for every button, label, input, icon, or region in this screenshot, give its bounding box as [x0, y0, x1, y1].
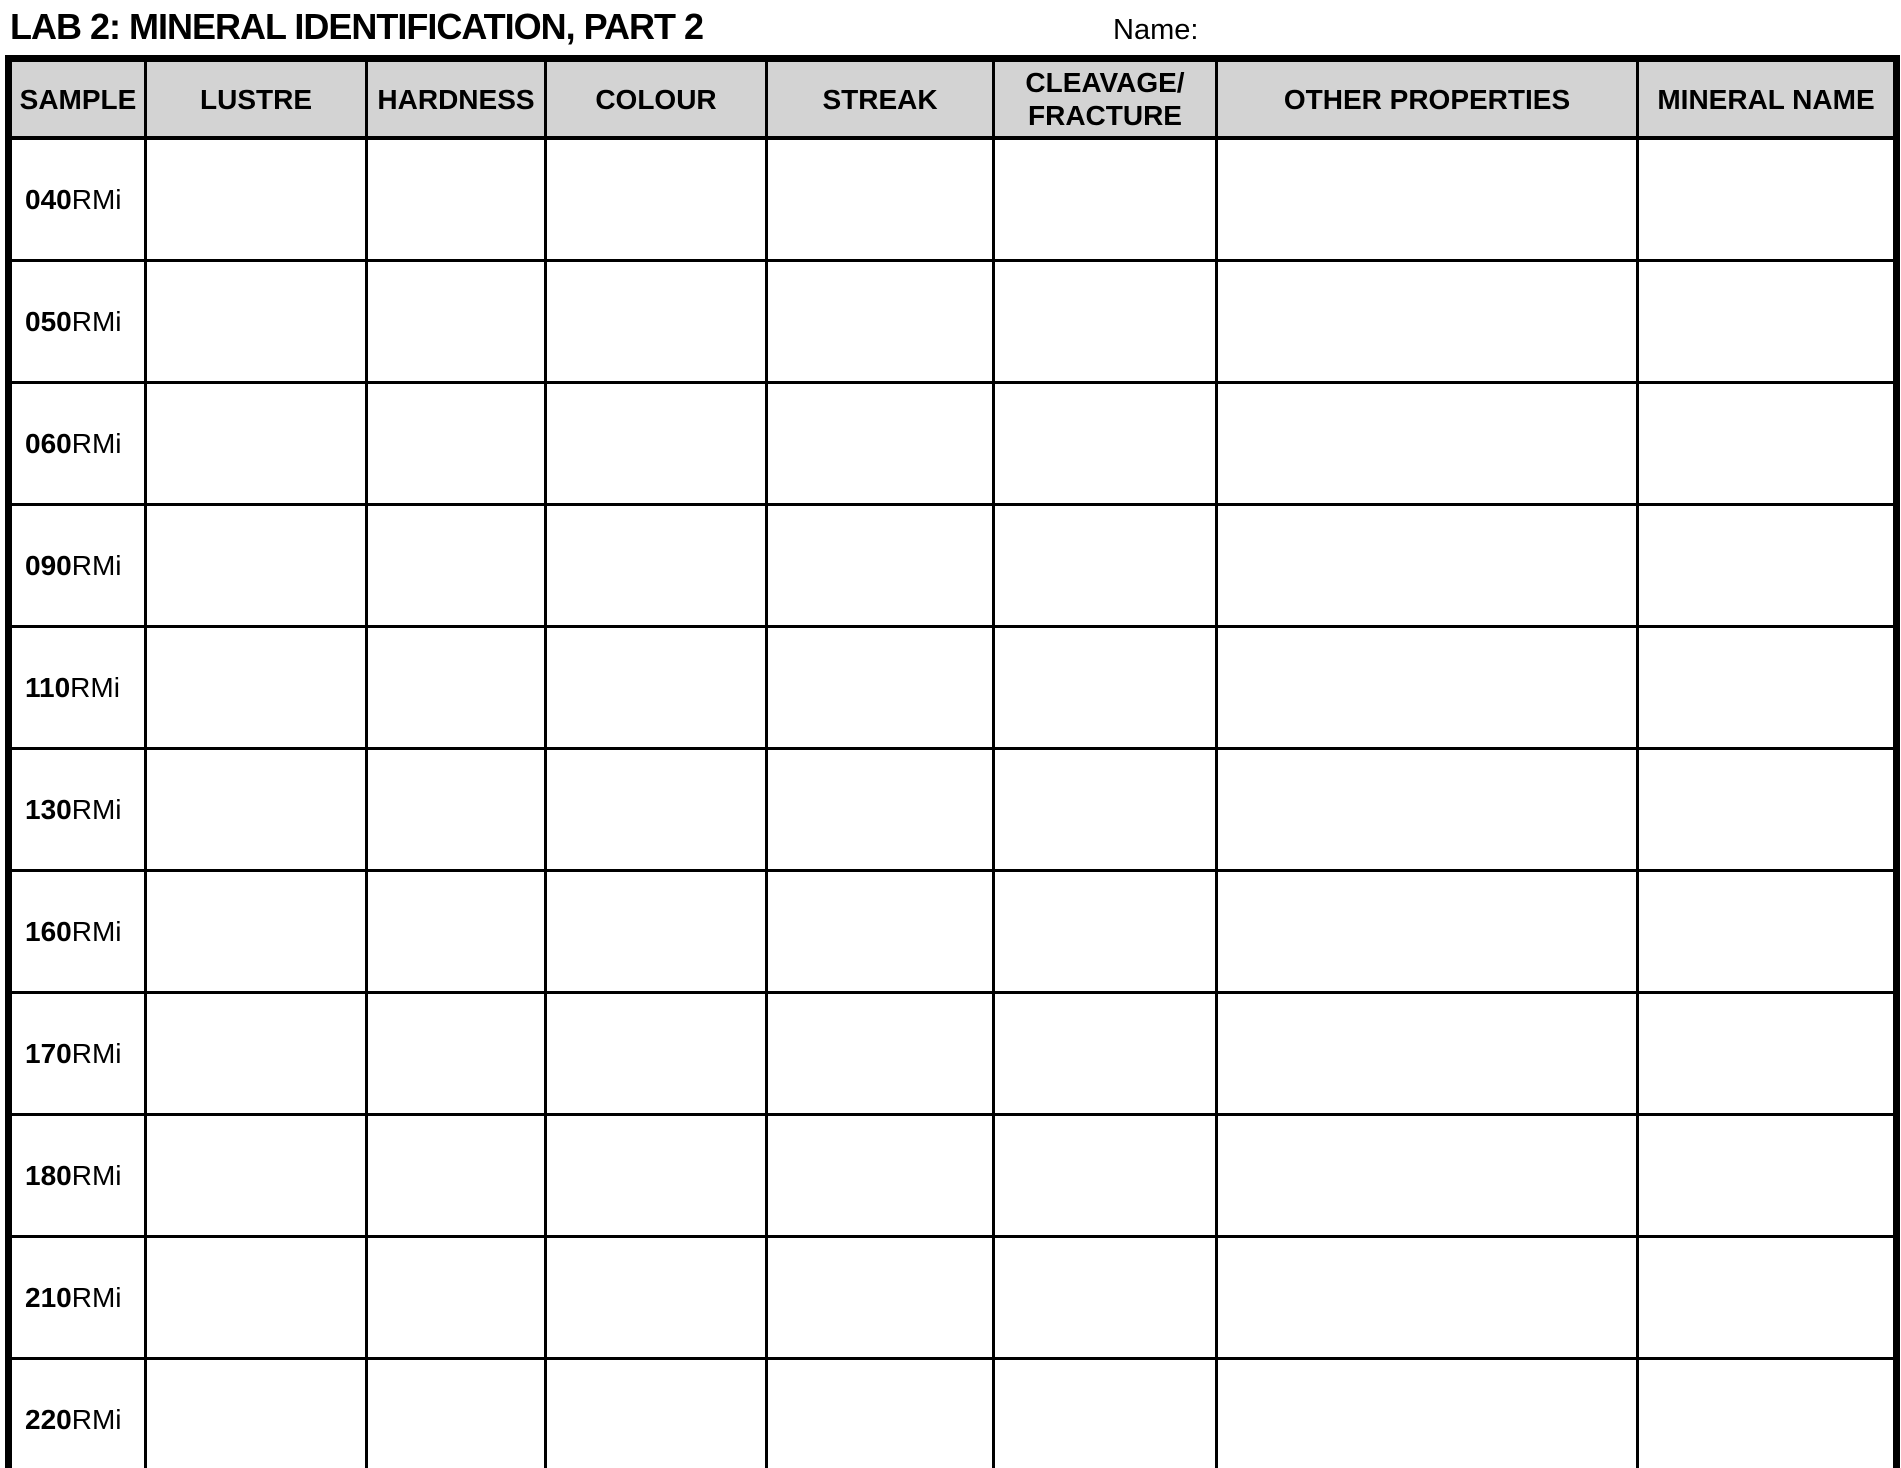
name-label: Name: [1113, 14, 1199, 46]
other-properties-cell [1217, 993, 1638, 1115]
table-row-110rmi [9, 627, 1897, 749]
sample-id-cell [9, 505, 146, 627]
sample-id-suffix: RMi [71, 793, 122, 825]
lustre-cell [146, 993, 367, 1115]
col-header-streak-label: STREAK [822, 83, 938, 115]
table-row-050rmi [9, 261, 1897, 383]
sample-id-cell [9, 261, 146, 383]
streak-cell [767, 1237, 994, 1359]
table-row-210rmi [9, 1237, 1897, 1359]
hardness-cell [367, 138, 546, 261]
lustre-cell [146, 1115, 367, 1237]
other-properties-cell [1217, 505, 1638, 627]
lustre-cell [146, 871, 367, 993]
table-row-220rmi [9, 1359, 1897, 1468]
cleavage-fracture-cell [994, 383, 1217, 505]
hardness-cell [367, 749, 546, 871]
col-header-cleavage-line1: CLEAVAGE/ [1025, 67, 1185, 98]
sample-id-bold: 220 [25, 1403, 72, 1435]
hardness-cell [367, 627, 546, 749]
mineral-name-cell [1638, 505, 1897, 627]
col-header-hardness [367, 59, 546, 139]
lustre-cell [146, 749, 367, 871]
sample-id-suffix: RMi [70, 671, 120, 703]
streak-cell [767, 505, 994, 627]
table-row-060rmi [9, 383, 1897, 505]
sample-id-suffix: RMi [71, 1159, 122, 1191]
streak-cell [767, 871, 994, 993]
sample-id-cell [9, 749, 146, 871]
cleavage-fracture-cell [994, 261, 1217, 383]
lustre-cell [146, 1359, 367, 1468]
sample-id-cell [9, 1359, 146, 1468]
other-properties-cell [1217, 871, 1638, 993]
sample-id-suffix: RMi [71, 1281, 122, 1313]
cleavage-fracture-cell [994, 1115, 1217, 1237]
other-properties-cell [1217, 749, 1638, 871]
hardness-cell [367, 1359, 546, 1468]
sample-id-suffix: RMi [71, 1403, 122, 1435]
col-header-other-properties [1217, 59, 1638, 139]
hardness-cell [367, 505, 546, 627]
hardness-cell [367, 1115, 546, 1237]
hardness-cell [367, 993, 546, 1115]
col-header-mineral-name-label: MINERAL NAME [1657, 83, 1875, 115]
cleavage-fracture-cell [994, 871, 1217, 993]
col-header-sample [9, 59, 146, 139]
hardness-cell [367, 261, 546, 383]
cleavage-fracture-cell [994, 1237, 1217, 1359]
colour-cell [546, 383, 767, 505]
lustre-cell [146, 1237, 367, 1359]
colour-cell [546, 261, 767, 383]
worksheet-header-area [0, 0, 1901, 55]
mineral-name-cell [1638, 749, 1897, 871]
mineral-name-cell [1638, 383, 1897, 505]
mineral-identification-table [5, 55, 1900, 1468]
cleavage-fracture-cell [994, 627, 1217, 749]
sample-id-bold: 090 [25, 549, 72, 581]
streak-cell [767, 1115, 994, 1237]
lustre-cell [146, 383, 367, 505]
sample-id-bold: 040 [25, 183, 72, 215]
sample-id-cell [9, 871, 146, 993]
colour-cell [546, 749, 767, 871]
sample-id-suffix: RMi [71, 915, 122, 947]
col-header-cleavage-fracture [994, 59, 1217, 139]
streak-cell [767, 261, 994, 383]
sample-id-bold: 170 [25, 1037, 72, 1069]
lustre-cell [146, 138, 367, 261]
lustre-cell [146, 505, 367, 627]
sample-id-suffix: RMi [71, 183, 122, 215]
colour-cell [546, 871, 767, 993]
sample-id-bold: 180 [25, 1159, 72, 1191]
lustre-cell [146, 261, 367, 383]
col-header-sample-label: SAMPLE [19, 83, 137, 115]
mineral-name-cell [1638, 1359, 1897, 1468]
sample-id-bold: 050 [25, 305, 72, 337]
streak-cell [767, 627, 994, 749]
mineral-name-cell [1638, 1237, 1897, 1359]
colour-cell [546, 627, 767, 749]
colour-cell [546, 993, 767, 1115]
other-properties-cell [1217, 1359, 1638, 1468]
col-header-other-properties-label: OTHER PROPERTIES [1283, 83, 1571, 115]
sample-id-cell [9, 1115, 146, 1237]
other-properties-cell [1217, 261, 1638, 383]
table-row-180rmi [9, 1115, 1897, 1237]
col-header-colour [546, 59, 767, 139]
other-properties-cell [1217, 138, 1638, 261]
colour-cell [546, 1237, 767, 1359]
streak-cell [767, 138, 994, 261]
sample-id-bold: 210 [25, 1281, 72, 1313]
cleavage-fracture-cell [994, 138, 1217, 261]
sample-id-bold: 060 [25, 427, 72, 459]
col-header-streak [767, 59, 994, 139]
table-row-040rmi [9, 138, 1897, 261]
table-row-160rmi [9, 871, 1897, 993]
streak-cell [767, 993, 994, 1115]
hardness-cell [367, 383, 546, 505]
cleavage-fracture-cell [994, 505, 1217, 627]
col-header-mineral-name [1638, 59, 1897, 139]
hardness-cell [367, 871, 546, 993]
streak-cell [767, 1359, 994, 1468]
mineral-name-cell [1638, 627, 1897, 749]
sample-id-suffix: RMi [71, 549, 122, 581]
sample-id-cell [9, 138, 146, 261]
sample-id-cell [9, 993, 146, 1115]
col-header-hardness-label: HARDNESS [377, 83, 535, 115]
sample-id-bold: 110 [25, 671, 71, 703]
sample-id-bold: 130 [25, 793, 72, 825]
colour-cell [546, 1359, 767, 1468]
other-properties-cell [1217, 1115, 1638, 1237]
sample-id-cell [9, 1237, 146, 1359]
streak-cell [767, 749, 994, 871]
table-row-130rmi [9, 749, 1897, 871]
mineral-name-cell [1638, 138, 1897, 261]
col-header-colour-label: COLOUR [595, 83, 717, 115]
lustre-cell [146, 627, 367, 749]
colour-cell [546, 1115, 767, 1237]
sample-id-suffix: RMi [71, 305, 122, 337]
sample-id-suffix: RMi [71, 427, 122, 459]
mineral-name-cell [1638, 871, 1897, 993]
cleavage-fracture-cell [994, 749, 1217, 871]
cleavage-fracture-cell [994, 993, 1217, 1115]
colour-cell [546, 505, 767, 627]
streak-cell [767, 383, 994, 505]
col-header-lustre-label: LUSTRE [200, 83, 312, 115]
mineral-name-cell [1638, 261, 1897, 383]
sample-id-cell [9, 627, 146, 749]
col-header-lustre [146, 59, 367, 139]
other-properties-cell [1217, 627, 1638, 749]
sample-id-bold: 160 [25, 915, 72, 947]
hardness-cell [367, 1237, 546, 1359]
col-header-cleavage-line2: FRACTURE [1028, 100, 1182, 131]
mineral-name-cell [1638, 1115, 1897, 1237]
page-title: LAB 2: MINERAL IDENTIFICATION, PART 2 [10, 6, 704, 47]
table-row-090rmi [9, 505, 1897, 627]
other-properties-cell [1217, 383, 1638, 505]
mineral-name-cell [1638, 993, 1897, 1115]
other-properties-cell [1217, 1237, 1638, 1359]
colour-cell [546, 138, 767, 261]
sample-id-suffix: RMi [71, 1037, 122, 1069]
header-row [9, 59, 1897, 139]
cleavage-fracture-cell [994, 1359, 1217, 1468]
table-row-170rmi [9, 993, 1897, 1115]
sample-id-cell [9, 383, 146, 505]
